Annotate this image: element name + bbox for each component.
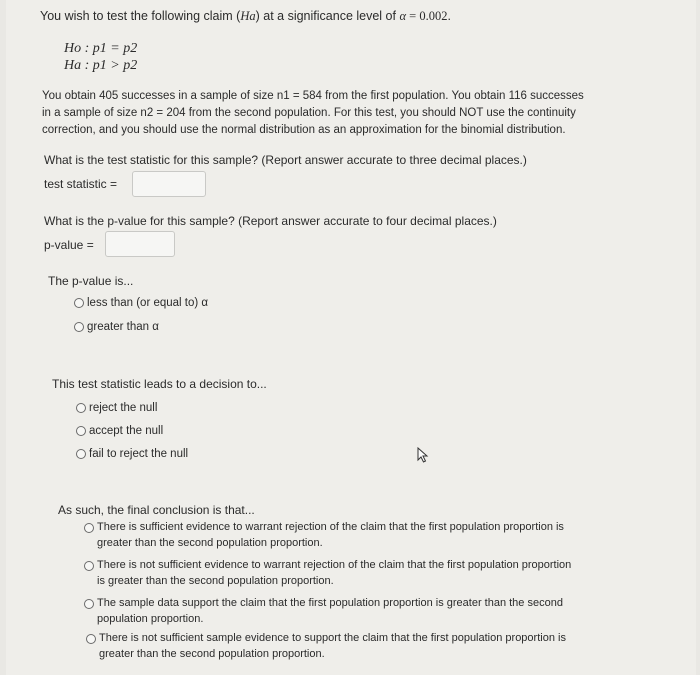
p-value-comparison-prompt: The p-value is...	[48, 274, 134, 288]
null-hypothesis: Ho : p1 = p2	[64, 41, 138, 56]
radio-icon[interactable]	[76, 449, 86, 459]
option-fail-to-reject-null[interactable]: fail to reject the null	[76, 446, 188, 462]
radio-icon[interactable]	[84, 599, 94, 609]
conclusion-option-3[interactable]: The sample data support the claim that the first population proportion is greater than the second population proportion.	[84, 595, 684, 627]
conclusion-option-1[interactable]: There is sufficient evidence to warrant rejection of the claim that the first population proportion is greater than the second population proportion.	[84, 519, 684, 551]
conclusion-option-4[interactable]: There is not sufficient sample evidence to support the claim that the first population proportion is greater than the second population proportion.	[86, 630, 686, 662]
radio-icon[interactable]	[74, 322, 84, 332]
option-accept-null[interactable]: accept the null	[76, 423, 163, 439]
option-greater-than-alpha[interactable]: greater than α	[74, 319, 159, 335]
p-value-input[interactable]	[105, 231, 175, 257]
problem-line-1: You obtain 405 successes in a sample of size n1 = 584 from the first population. You obtain 116 successes	[42, 90, 584, 102]
test-statistic-question: What is the test statistic for this sample? (Report answer accurate to three decimal places.)	[44, 153, 527, 167]
intro-claim: You wish to test the following claim (Ha) at a significance level of α = 0.002.	[40, 9, 451, 23]
problem-line-2: in a sample of size n2 = 204 from the second population. For this test, you should NOT use the continuity	[42, 107, 576, 119]
worksheet-page	[6, 0, 696, 675]
radio-icon[interactable]	[86, 634, 96, 644]
radio-icon[interactable]	[76, 426, 86, 436]
p-value-question: What is the p-value for this sample? (Report answer accurate to four decimal places.)	[44, 214, 497, 228]
conclusion-prompt: As such, the final conclusion is that...	[58, 503, 255, 517]
alternative-hypothesis: Ha : p1 > p2	[64, 58, 138, 73]
test-statistic-input[interactable]	[132, 171, 206, 197]
problem-line-3: correction, and you should use the normal distribution as an approximation for the binomial distribution.	[42, 124, 566, 136]
test-statistic-label: test statistic =	[44, 177, 118, 191]
option-less-than-alpha[interactable]: less than (or equal to) α	[74, 295, 208, 311]
p-value-label: p-value =	[44, 238, 94, 252]
option-reject-null[interactable]: reject the null	[76, 400, 157, 416]
decision-prompt: This test statistic leads to a decision to...	[52, 377, 267, 391]
mouse-pointer-icon	[416, 447, 430, 463]
radio-icon[interactable]	[76, 403, 86, 413]
radio-icon[interactable]	[84, 561, 94, 571]
conclusion-option-2[interactable]: There is not sufficient evidence to warrant rejection of the claim that the first population proportion is greater than the second population proportion.	[84, 557, 684, 589]
radio-icon[interactable]	[74, 298, 84, 308]
radio-icon[interactable]	[84, 523, 94, 533]
